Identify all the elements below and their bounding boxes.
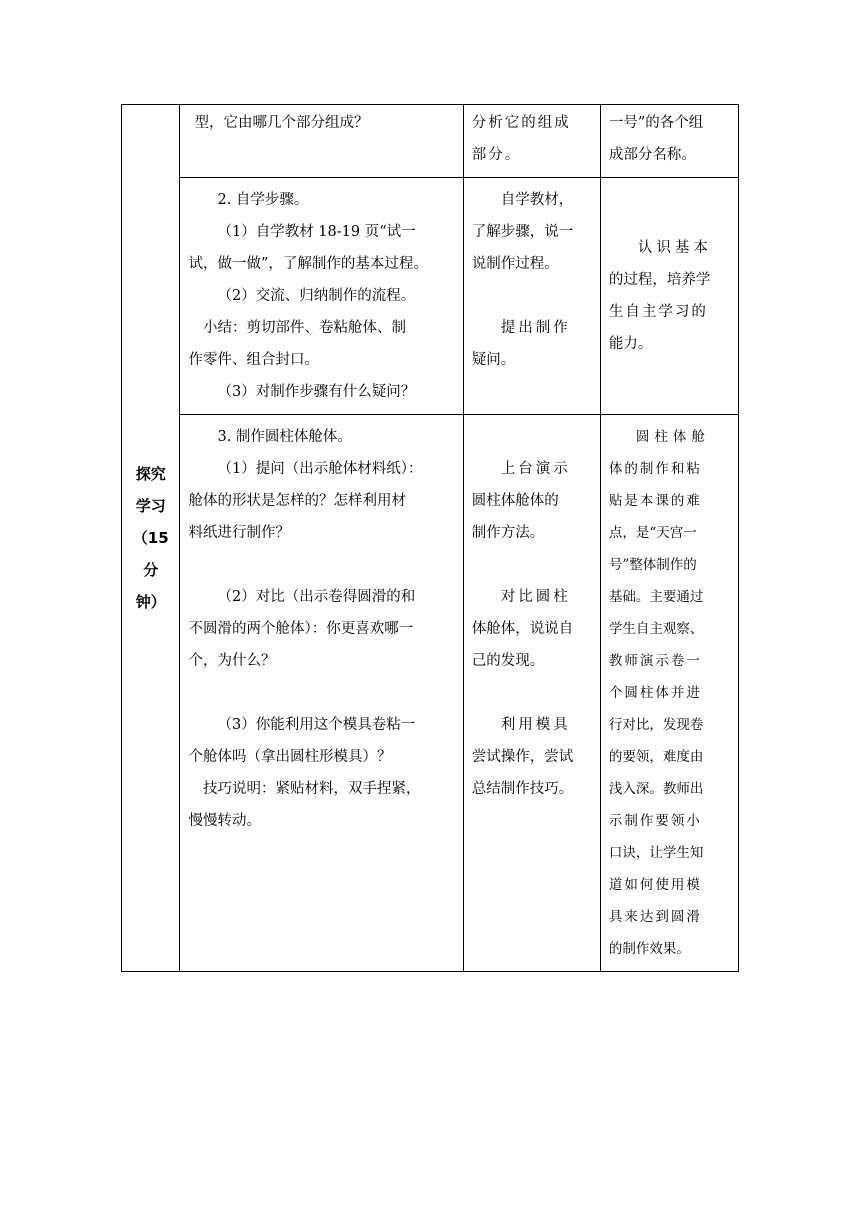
text-line: 个舱体吗（拿出圆柱形模具）？ [188,749,392,765]
text-line: 基础。主要通过 [608,589,704,605]
text-line: 道如何使用模 [608,877,702,893]
student-activity-cell [463,178,600,415]
text-line: 总结制作技巧。 [471,781,574,797]
text-line: 型，它由哪几个部分组成？ [194,115,369,131]
text-line: （1）提问（出示舱体材料纸）： [217,461,423,477]
text-line: 贴是本课的难 [608,493,702,509]
text-line: 自学教材， [500,192,574,208]
student-activity-cell [463,105,600,178]
text-line: （3）你能利用这个模具卷粘一 [217,717,416,733]
stage-label-line: 探究 [135,465,166,483]
stage-label-line: 学习 [135,497,166,515]
teacher-activity-cell [180,178,463,415]
text-line: （3）对制作步骤有什么疑问？ [217,384,416,400]
text-line: 部分。 [471,147,522,163]
text-line: 制作方法。 [471,525,545,541]
stage-label-line: （15 [132,529,169,547]
text-line: 疑问。 [471,352,516,368]
teacher-activity-cell [180,415,463,972]
text-line: 个圆柱体并进 [608,685,702,701]
text-line: 慢慢转动。 [188,813,261,829]
text-line: 体舱体，说说自 [471,621,574,637]
design-purpose-cell [600,105,738,178]
teacher-activity-cell [180,105,463,178]
text-line: （2）对比（出示卷得圆滑的和 [217,589,416,605]
text-line: 上台演示 [500,461,571,477]
text-line: （2）交流、归纳制作的流程。 [217,288,416,304]
table-row [122,178,739,415]
text-line: 口诀，让学生知 [608,845,704,861]
text-line: 分析它的组成 [471,115,571,131]
text-line: 对比圆柱 [500,589,571,605]
text-line: 体的制作和粘 [608,461,702,477]
text-line: 提出制作 [500,320,571,336]
text-line: 圆柱体舱 [635,429,710,445]
table-row [122,105,739,178]
text-line: 说制作过程。 [471,256,559,272]
text-line: 圆柱体舱体的 [471,493,559,509]
stage-label-line: 钟） [135,593,166,611]
text-line: 行对比，发现卷 [608,717,704,733]
text-line: 的过程，培养学 [608,272,711,288]
text-line: 己的发现。 [471,653,545,669]
table-row [122,415,739,972]
text-line: 具来达到圆滑 [608,909,702,925]
text-line: 技巧说明：紧贴材料，双手捏紧， [202,781,421,797]
text-line: 一号”的各个组 [608,115,704,131]
design-purpose-cell [600,178,738,415]
text-line: 点，是“天宫一 [608,525,697,541]
text-line: 作零件、组合封口。 [188,352,319,368]
text-line: （1）自学教材 18-19 页“试一 [217,224,416,240]
text-line: 浅入深。教师出 [608,781,704,797]
stage-cell [122,105,180,972]
text-line: 成部分名称。 [608,147,696,163]
student-activity-cell [463,415,600,972]
text-line: 3. 制作圆柱体舱体。 [217,429,352,445]
text-line: 不圆滑的两个舱体）：你更喜欢哪一 [188,621,414,637]
text-line: 的制作效果。 [608,941,690,957]
text-line: 的要领，难度由 [608,749,704,765]
text-line: 个，为什么？ [188,653,276,669]
text-line: 学生自主观察、 [608,621,704,637]
design-purpose-cell [600,415,738,972]
text-line: 利用模具 [500,717,571,733]
text-line: 料纸进行制作？ [188,525,290,541]
text-line: 示制作要领小 [608,813,702,829]
text-line: 小结：剪切部件、卷粘舱体、制 [202,320,406,336]
stage-label-line: 分 [143,561,159,579]
stage-label [122,458,179,618]
text-line: 2. 自学步骤。 [217,192,309,208]
text-line: 认识基本 [637,240,712,256]
text-line: 了解步骤，说一 [471,224,574,240]
lesson-plan-table [121,104,739,972]
text-line: 号”整体制作的 [608,557,697,573]
text-line: 尝试操作，尝试 [471,749,574,765]
text-line: 舱体的形状是怎样的？怎样利用材 [188,493,406,509]
text-line: 能力。 [608,336,653,352]
text-line: 试，做一做”，了解制作的基本过程。 [188,256,428,272]
text-line: 教师演示卷一 [608,653,702,669]
text-line: 生自主学习的 [608,304,708,320]
